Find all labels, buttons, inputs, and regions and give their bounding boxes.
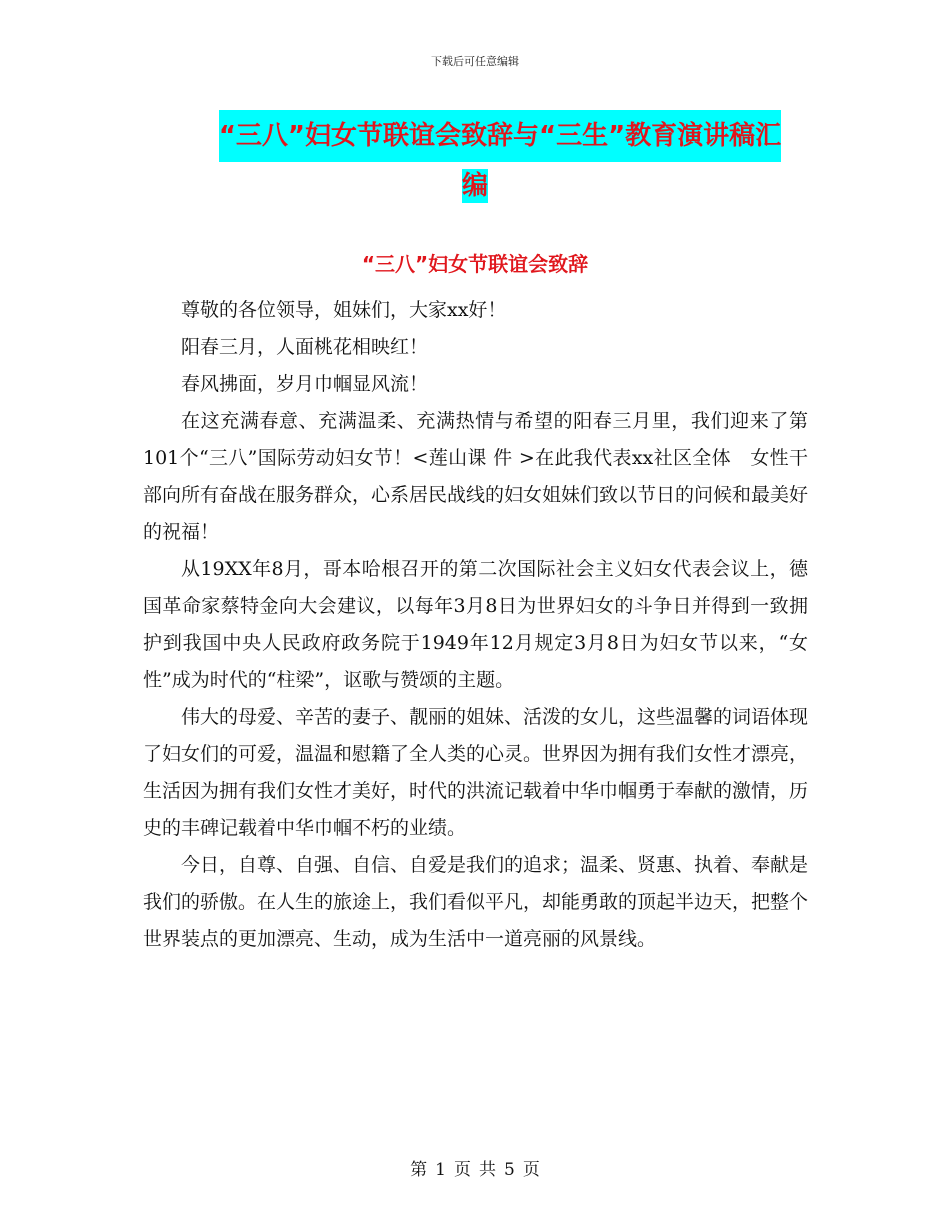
paragraph-greeting: 尊敬的各位领导，姐妹们，大家xx好！ — [181, 299, 507, 321]
footer-suffix: 页 — [522, 1160, 540, 1180]
paragraph-praise: 伟大的母爱、辛苦的妻子、靓丽的姐妹、活泼的女儿，这些温馨的词语体现了妇女们的可爱，温温和慰籍了全人类的心灵。世界因为拥有我们女性才漂亮，生活因为拥有我们女性才美好，时代的洪流记载着中华巾帼勇于奉献的激情，历史的丰碑记载着中华巾帼不朽的业绩。 — [143, 706, 809, 839]
footer-total-pages: 5 — [504, 1160, 515, 1180]
title-line-2: 编 — [461, 171, 488, 201]
paragraph-pride: 今日，自尊、自强、自信、自爱是我们的追求；温柔、贤惠、执着、奉献是我们的骄傲。在人生的旅途上，我们看似平凡，却能勇敢的顶起半边天，把整个世界装点的更加漂亮、生动，成为生活中一道亮丽的风景线。 — [143, 854, 809, 950]
title-line-1: “三八”妇女节联谊会致辞与“三生”教育演讲稿汇 — [219, 110, 781, 162]
page-footer — [0, 1155, 950, 1180]
document-title — [0, 110, 950, 210]
paragraph-spring: 阳春三月，人面桃花相映红！ — [181, 336, 429, 358]
header-note: 下载后可任意编辑 — [431, 55, 519, 68]
body-text — [143, 292, 808, 958]
footer-total-prefix: 共 — [479, 1160, 496, 1180]
footer-prefix: 第 — [410, 1160, 428, 1180]
footer-page-word: 页 — [454, 1160, 471, 1180]
paragraph-breeze: 春风拂面，岁月巾帼显风流！ — [181, 373, 429, 395]
paragraph-womens-day: 在这充满春意、充满温柔、充满热情与希望的阳春三月里，我们迎来了第101个“三八”国际劳动妇女节！<莲山课 件 >在此我代表xx社区全体 女性干部向所有奋战在服务群众，心系居民战线的妇女姐妹们致以节日的问候和最美好的祝福！ — [143, 410, 809, 543]
section-title: “三八”妇女节联谊会致辞 — [361, 252, 589, 276]
paragraph-history: 从19XX年8月，哥本哈根召开的第二次国际社会主义妇女代表会议上，德国革命家蔡特金向大会建议，以每年3月8日为世界妇女的斗争日并得到一致拥护到我国中央人民政府政务院于1949年12月规定3月8日为妇女节以来，“女性”成为时代的“柱梁”，讴歌与赞颂的主题。 — [143, 558, 808, 691]
footer-page-number: 1 — [435, 1160, 446, 1180]
